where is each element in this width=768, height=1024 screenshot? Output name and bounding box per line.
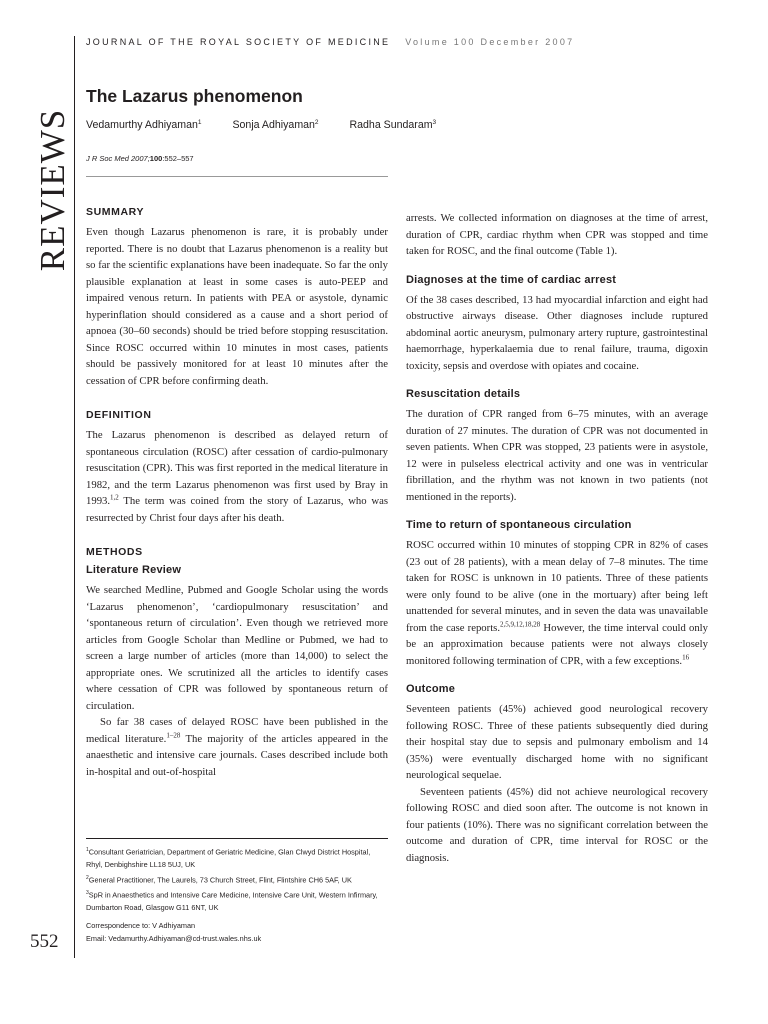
outcome-text: Seventeen patients (45%) achieved good neurological recovery following ROSC. Three of these patients subsequently died during their hospital stay due to sepsis and pulmonary embolism and 14 (35%) were eventually discharged home with no significant neurological sequelae. (406, 703, 708, 781)
left-column (86, 206, 388, 780)
resuscitation-text: The duration of CPR ranged from 6–75 minutes, with an average duration of 27 minutes. The duration of CPR was not documented in seven patients. When CPR was stopped, 23 patients were in asystole, 12 were in pulseless electrical activity and one was in ventricular fibrillation, and the rhythm was not known in two patients (not mentioned in the reports). (406, 408, 708, 503)
author: Radha Sundaram$^3$ (349, 119, 437, 131)
definition-text: The Lazarus phenomenon is described as delayed return of spontaneous circulation (ROSC) after cessation of cardio-pulmonary resuscitation (CPR). This was first reported in the medical literature in 1982, and the term Lazarus phenomenon was first used by Bray in 1993.$^{1,2}$ The term was coined from the story of Lazarus, who was resurrected by Christ four days after his death. (86, 429, 388, 524)
footnote-1: $^1$Consultant Geriatrician, Department of Geriatric Medicine, Glan Clwyd District Hospital, Rhyl, Denbighshire LL18 5UJ, UK (86, 847, 371, 870)
rosc-time-text: ROSC occurred within 10 minutes of stopping CPR in 82% of cases (23 out of 28 patients), with a mean delay of 7–8 minutes. The time taken for ROSC is unknown in 10 patients. Three of these patients were only found to be alive (one in the mortuary) after being left unattended for several minutes, and in seven the data was unavailable from the case reports.$^{2,5,9,12,18,28}$ However, the time interval could only be an approximation because patients were not always closely monitored following termination of CPR, with a few exceptions.$^{16}$ (406, 539, 708, 667)
lit-review-text-2: So far 38 cases of delayed ROSC have been published in the medical literature.$^{1-28}$ The majority of the articles appeared in the anaesthetic and intensive care journals. Cases described include both in-hospital and out-of-hospital (86, 716, 388, 778)
outcome-heading: Outcome (406, 683, 456, 695)
correspondence-email: Email: Vedamurthy.Adhiyaman@cd-trust.wales.nhs.uk (86, 933, 262, 943)
margin-rule (74, 36, 75, 958)
journal-header (86, 37, 574, 47)
volume-date: Volume 100 December 2007 (405, 37, 575, 47)
page-number: 552 (30, 931, 59, 952)
footnote-2: $^2$General Practitioner, The Laurels, 73 Church Street, Flint, Flintshire CH6 5AF, UK (86, 874, 352, 885)
summary-text: Even though Lazarus phenomenon is rare, it is probably under reported. There is no doubt that Lazarus phenomenon is a reality but so far the scientific explanations have been inadequate. So far the only plausible explanation at least in some cases is auto-PEEP and impaired venous return. In patients with PEA or asystole, dynamic hyperinflation should considered as a cause and a short period of apnoea (30–60 seconds) should be tried before stopping resuscitation. Since ROSC occurred within 10 minutes in most cases, patients should be passively monitored for at least 10 minutes after the cessation of CPR before confirming death. (86, 226, 388, 387)
lit-review-text: We searched Medline, Pubmed and Google Scholar using the words ‘Lazarus phenomenon’, ‘cardiopulmonary resuscitation’ and ‘spontaneous return of circulation’. Even though we retrieved more articles from Google Scholar than Medline or Pubmed, we had to screen a large number of articles (more than 14,000) to select the appropriate ones. We scrutinized all the articles to identify cases where cessation of CPR was followed by spontaneous return of circulation. (86, 584, 388, 712)
reference-marker: 2,5,9,12,18,28 (500, 619, 541, 628)
diagnoses-heading: Diagnoses at the time of cardiac arrest (406, 273, 617, 286)
reference-marker: 16 (682, 652, 690, 661)
diagnoses-text: Of the 38 cases described, 13 had myocardial infarction and eight had obstructive airways disease. Other diagnoses include ruptured abdominal aortic aneurysm, pulmonary artery rupture, gastrointestinal haemorrhage, hyperkalaemia due to renal failure, trauma, digoxin toxicity, sepsis and overdose with opiates and cocaine. (406, 293, 708, 372)
footnote-divider (86, 838, 388, 839)
author: Sonja Adhiyaman$^2$ (232, 119, 319, 131)
intro-text: arrests. We collected information on diagnoses at the time of arrest, duration of CPR, cardiac rhythm when CPR was stopped and time taken for ROSC, and the final outcome (Table 1). (406, 212, 708, 257)
lit-review-heading: Literature Review (86, 564, 182, 576)
section-label-box (33, 90, 72, 290)
outcome-text-2: Seventeen patients (45%) did not achieve neurological recovery following ROSC and died soon after. The outcome is not known in four patients (10%). There was no significant correlation between the outcome and duration of CPR, time interval for ROSC or the diagnosis. (406, 785, 708, 864)
footnote-3: $^3$SpR in Anaesthetics and Intensive Care Medicine, Intensive Care Unit, Western Infirmary, Dumbarton Road, Glasgow G11 6NT, UK (86, 889, 378, 912)
author-list (86, 119, 464, 131)
rosc-time-heading: Time to return of spontaneous circulation (406, 519, 632, 531)
reference-marker: 1–28 (166, 730, 181, 739)
reference-marker: 1,2 (110, 493, 119, 502)
correspondence: Correspondence to: V Adhiyaman (86, 921, 196, 931)
citation: J R Soc Med 2007;100:552–557 (86, 154, 194, 163)
definition-heading: DEFINITION (86, 409, 152, 421)
journal-name: JOURNAL OF THE ROYAL SOCIETY OF MEDICINE (86, 37, 391, 47)
resuscitation-heading: Resuscitation details (406, 388, 521, 400)
summary-heading: SUMMARY (86, 206, 145, 218)
citation-divider (86, 176, 388, 177)
right-column (406, 210, 708, 866)
section-label: REVIEWS (33, 108, 72, 272)
methods-heading: METHODS (86, 546, 143, 558)
article-title: The Lazarus phenomenon (86, 86, 303, 106)
footnotes (86, 844, 388, 945)
author: Vedamurthy Adhiyaman$^1$ (86, 119, 202, 131)
